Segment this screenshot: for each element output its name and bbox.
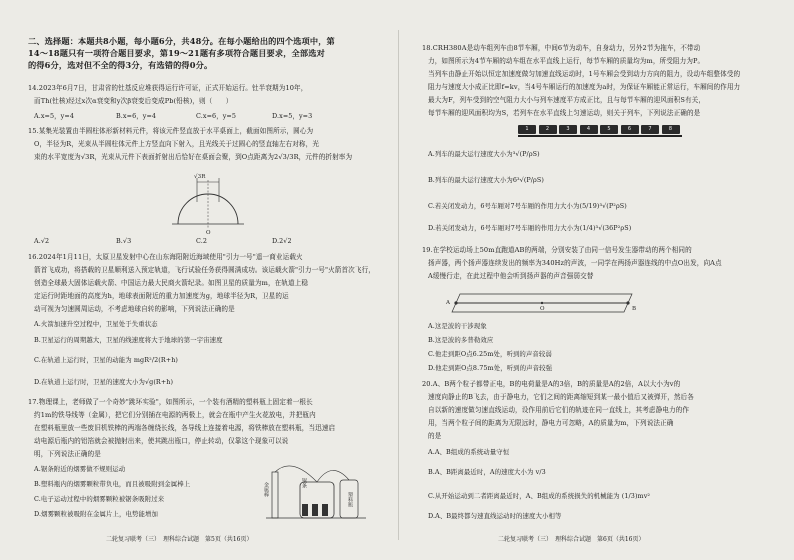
q16-option-a[interactable]: A.火箭加速升空过程中，卫星处于失重状态 [34, 320, 158, 328]
q15-option-a[interactable]: A.√2 [34, 237, 50, 245]
q14-option-d[interactable]: D.x=5，y=3 [272, 112, 313, 120]
train-car [539, 125, 557, 134]
q18-option-d[interactable]: D.若关闭发动力，6号车厢对7号车厢的作用力大小为(1/4)³√(36P²ρS) [428, 224, 632, 232]
q17-option-b[interactable]: B.塑料瓶内的烟雾颗粒带负电，而且被吸附到金属棒上 [34, 480, 191, 488]
q15-line-2: O，半径为R，光束从半圆柱体元件上方竖直向下射入，且光线关于过圆心的竖直轴左右对称，光 [34, 140, 320, 148]
q19-track-figure [438, 288, 638, 318]
train-car-label: 6 [627, 126, 632, 132]
q20-option-b[interactable]: B.A、B距离最近时，A的速度大小为 v/3 [428, 468, 546, 476]
right-page-footer: 二轮复习联考（三） 理科综合试题 第6页（共16页） [498, 536, 645, 543]
q19-line-3: A缓慢行走，在此过程中他会听到扬声器的声音强弱交替 [428, 272, 594, 280]
q19-label-o: O [540, 306, 545, 312]
q14-line-1: 14.2023年6月7日，甘肃省的钍基反应堆获得运行许可证，正式开始运行。钍半衰期为10年， [28, 84, 308, 92]
q17-option-d[interactable]: D.烟雾颗粒被吸附在金属片上，电势能增加 [34, 510, 158, 518]
train-car [559, 125, 577, 134]
q17-label-metal-rod: 金属棒 [263, 482, 269, 498]
q17-line-4: 动电源后瓶内的铝箔就会被抛射出来，使其跳出瓶口，停止转动，仅靠这个现象可以说 [34, 437, 289, 445]
q18-option-b[interactable]: B.列车的最大运行速度大小为6³√(P/ρS) [428, 176, 544, 184]
q15-line-1: 15.某集光装置由半圆柱体形新材料元件，将该元件竖直放于水平桌面上，截面如图所示，圆心为 [28, 127, 314, 135]
q18-line-5: 最大为F，列车受到的空气阻力大小与列车速度平方成正比，且与每节车厢的迎风面积S有关， [428, 96, 706, 104]
q19-option-c[interactable]: C.他走到距O点6.25m处，听到的声音较弱 [428, 350, 552, 358]
left-page-footer: 二轮复习联考（三） 理科综合试题 第5页（共16页） [106, 536, 253, 543]
q17-label-bottle: 塑料瓶 [347, 492, 353, 508]
q20-option-a[interactable]: A.A、B组成的系统动量守恒 [428, 448, 510, 456]
q17-apparatus-figure [262, 452, 372, 520]
q20-option-d[interactable]: D.A、B最终都匀速直线运动时的速度大小相等 [428, 512, 562, 520]
section-header-line-3: 的得6分，选对但不全的得3分，有选错的得0分。 [28, 60, 213, 70]
q19-line-1: 19.在学校运动场上50m直跑道AB的两端，分别安装了由同一信号发生器带动的两个相同的 [422, 246, 692, 254]
train-car-label: 7 [648, 126, 652, 132]
q14-option-b[interactable]: B.x=6，y=4 [116, 112, 157, 120]
q15-semicircle-figure [168, 176, 248, 230]
train-car [662, 125, 680, 134]
q16-option-c[interactable]: C.在轨道上运行时，卫星的动能为 mgR²/2(R+h) [34, 356, 179, 364]
q17-label-saw: 锯条 [301, 478, 307, 489]
q16-option-b[interactable]: B.卫星运行的周期越大，卫星的线速度将大于地球的第一宇宙速度 [34, 336, 223, 344]
q18-train-figure [518, 124, 682, 138]
train-car [518, 125, 536, 134]
q15-option-d[interactable]: D.2√2 [272, 237, 292, 245]
train-car [600, 125, 618, 134]
q14-line-2: 而Th(钍核)经过x次α衰变和y次β衰变后变成Pb(铅核)，则（ ） [34, 97, 233, 105]
q17-line-3: 在塑料瓶里放一些废旧机铁棒的两端各缠绕长线，各导线上连接着电源，将铁棒放在塑料瓶，当迅速启 [34, 424, 336, 432]
train-car-label: 2 [545, 126, 550, 132]
q20-option-c[interactable]: C.从开始运动到二者距离最近时，A、B组成的系统损失的机械能为 (1/3)mv² [428, 492, 651, 500]
q20-line-3: 自以新的速度做匀速直线运动，设作用前后它们的轨迹在同一直线上，其考虑静电力的作 [428, 406, 690, 414]
q14-option-a[interactable]: A.x=5，y=4 [34, 112, 74, 120]
q19-label-a: A [446, 300, 451, 306]
q14-option-c[interactable]: C.x=6，y=5 [196, 112, 237, 120]
train-car [641, 125, 659, 134]
q18-line-3: 当列车由静止开始以恒定加速度做匀加速直线运动时，1号车厢会受到动力方向的阻力，设动车组整体受的 [428, 70, 741, 78]
q20-line-1: 20.A、B两个粒子都带正电，B的电荷量是A的3倍，B的质量是A的2倍，A以大小为v的 [422, 380, 681, 388]
q17-line-5: 明，下列说法正确的是 [34, 450, 101, 458]
q18-line-6: 每节车厢的迎风面积均为S，若列车在水平直线上匀速运动，则关于列车，下列说法正确的是 [428, 109, 701, 117]
q16-line-5: 动可视为匀速圆周运动，不考虑地球自转的影响，下列说法正确的是 [34, 305, 235, 313]
train-car [621, 125, 639, 134]
q15-width-label: √3R [194, 174, 206, 180]
q15-option-c[interactable]: C.2 [196, 237, 208, 245]
train-car-label: 8 [668, 126, 673, 132]
train-car-label: 1 [525, 126, 529, 132]
q18-option-a[interactable]: A.列车的最大运行速度大小为³√(P/ρS) [428, 150, 540, 158]
section-header-line-1: 二、选择题：本题共8小题，每小题6分，共48分。在每小题给出的四个选项中，第 [28, 36, 335, 46]
q18-line-2: 力，如图所示为4节车厢的动车组在水平直线上运行，每节车厢的质量均为m，所受阻力为P。 [428, 57, 705, 65]
train-car-label: 4 [586, 126, 591, 132]
q20-line-5: 的是 [428, 432, 442, 440]
train-car [580, 125, 598, 134]
q16-option-d[interactable]: D.在轨道上运行时，卫星的速度大小为√g(R+h) [34, 378, 174, 386]
q19-option-a[interactable]: A.这是波的干涉现象 [428, 322, 487, 330]
right-page [400, 0, 794, 560]
page-divider [398, 30, 399, 540]
q16-line-4: 定运行时距地面的高度为h，地球表面附近的重力加速度为g，地球半径为R，卫星的运 [34, 292, 289, 300]
q17-line-1: 17.物理课上，老师做了一个奇妙"跳环实验"，如图所示，一个装有酒精的塑料瓶上固定着一根长 [28, 398, 313, 406]
q19-label-b: B [632, 306, 637, 312]
q18-line-4: 阻力与速度大小成正比即f=kv，当4号车厢运行的加速度为a时，为保证车厢能正常运行，车厢间的作用力 [428, 83, 741, 91]
q16-line-1: 16.2024年1月11日，太原卫星发射中心在山东海阳附近海域使用"引力一号"遥一商业运载火 [28, 253, 303, 261]
q15-center-label: O [206, 230, 211, 236]
q19-option-b[interactable]: B.这是波的多普勒效应 [428, 336, 494, 344]
q19-line-2: 扬声器，两个扬声器连续发出的频率为340Hz的声波，一同学在两扬声器连线的中点O出发，向A点 [428, 259, 722, 267]
train-car-label: 5 [607, 126, 611, 132]
q17-line-2: 约1m的铁导线等（金属），把它们分别插在电源的两极上，就会在瓶中产生火花放电，并把瓶内 [34, 411, 316, 419]
q16-line-3: 创造全球最大固体运载火箭、中国运力最大民商火箭纪录。如图卫星的质量为m，在轨道上稳 [34, 279, 309, 287]
q15-line-3: 束的水平宽度为√3R，光束从元件下表面折射出后恰好在桌面会聚，到O点距离为2√3/3R，元件的折射率为 [34, 153, 353, 161]
q17-option-a[interactable]: A.锯条附近的烟雾做不规则运动 [34, 465, 126, 473]
q20-line-4: 用，当两个粒子间的距离为无限远时，静电力可忽略，A的质量为m，下列说法正确 [428, 419, 674, 427]
q18-option-c[interactable]: C.若关闭发动力，6号车厢对7号车厢的作用力大小为(5/19)³√(P²ρS) [428, 202, 627, 210]
q17-option-c[interactable]: C.电子运动过程中的烟雾颗粒被锯条吸附过来 [34, 495, 165, 503]
q15-option-b[interactable]: B.√3 [116, 237, 132, 245]
train-car-label: 3 [566, 126, 570, 132]
q20-line-2: 速度向静止的B飞去，由于静电力，它们之间的距离缩短到某一最小值后又被弹开，然后各 [428, 393, 694, 401]
q18-line-1: 18.CRH380A是动车组列车由8节车厢，中间6节为动车，自身动力，另外2节为拖车，不带动 [422, 44, 701, 52]
q19-option-d[interactable]: D.他走到距O点8.75m处，听到的声音较强 [428, 364, 553, 372]
section-header-line-2: 14～18题只有一项符合题目要求，第19～21题有多项符合题目要求，全部选对 [28, 48, 325, 58]
q16-line-2: 箭首飞成功，将搭载的卫星顺利送入预定轨道，飞行试验任务获得圆满成功。该运载火箭"引力一号"火箭首次飞行， [34, 266, 375, 274]
